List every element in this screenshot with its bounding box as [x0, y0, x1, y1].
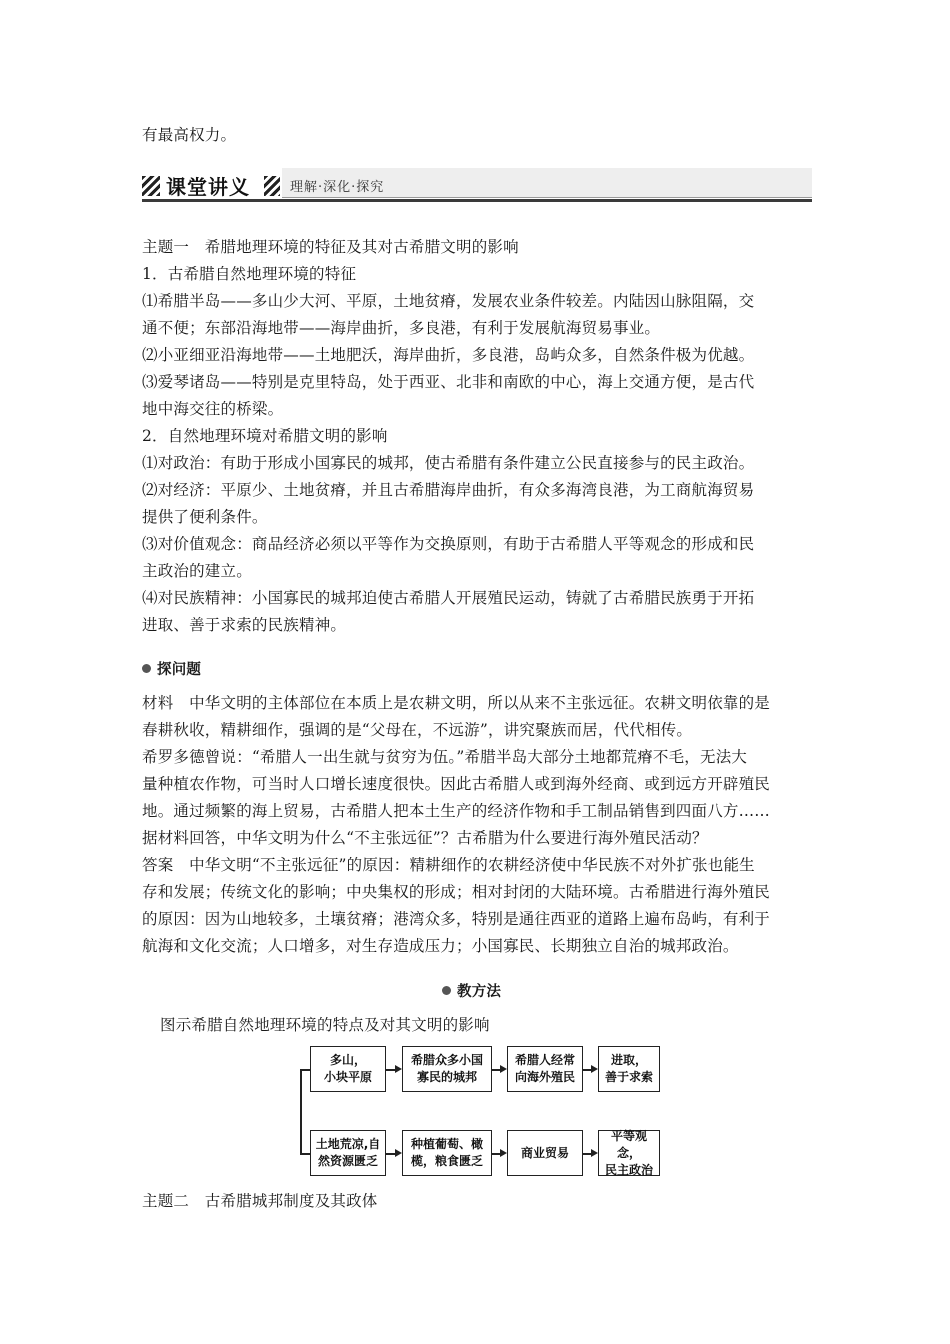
paragraph-line: 材料 中华文明的主体部位在本质上是农耕文明，所以从来不主张远征。农耕文明依靠的是 — [142, 694, 771, 712]
diagram-box: 种植葡萄、橄 榄，粮食匮乏 — [402, 1130, 492, 1176]
paragraph-line: 航海和文化交流；人口增多，对生存造成压力；小国寡民、长期独立自治的城邦政治。 — [142, 937, 739, 955]
paragraph-line: 地中海交往的桥梁。 — [142, 400, 284, 418]
explore-label-text: 探问题 — [157, 662, 202, 678]
section-banner — [142, 168, 812, 204]
paragraph-line: 希罗多德曾说：“希腊人一出生就与贫穷为伍。”希腊半岛大部分土地都荒瘠不毛，无法大 — [142, 748, 748, 766]
paragraph-line: 通不便；东部沿海地带——海岸曲折，多良港，有利于发展航海贸易事业。 — [142, 319, 661, 337]
section1-title: 1．古希腊自然地理环境的特征 — [142, 265, 357, 283]
diagram-box: 多山， 小块平原 — [310, 1046, 386, 1092]
banner-stripes-icon — [264, 176, 280, 196]
method-label — [442, 982, 642, 1002]
paragraph-line: 春耕秋收，精耕细作，强调的是“父母在，不远游”，讲究聚族而居，代代相传。 — [142, 721, 693, 739]
diagram-box: 平等观念， 民主政治 — [598, 1130, 660, 1176]
arrow-head-icon — [591, 1065, 598, 1073]
paragraph-line: 存和发展；传统文化的影响；中央集权的形成；相对封闭的大陆环境。古希腊进行海外殖民 — [142, 883, 771, 901]
diagram-caption: 图示希腊自然地理环境的特点及对其文明的影响 — [160, 1016, 490, 1034]
section2-title: 2．自然地理环境对希腊文明的影响 — [142, 427, 388, 445]
connector-line — [300, 1069, 310, 1071]
paragraph-line: 主政治的建立。 — [142, 562, 252, 580]
diagram-box: 商业贸易 — [507, 1130, 583, 1176]
paragraph-line: ⑴对政治：有助于形成小国寡民的城邦，使古希腊有条件建立公民直接参与的民主政治。 — [142, 454, 755, 472]
bullet-icon — [142, 664, 151, 673]
topic1-heading: 主题一 希腊地理环境的特征及其对古希腊文明的影响 — [142, 238, 519, 256]
diagram-box: 土地荒凉,自 然资源匮乏 — [310, 1130, 386, 1176]
banner-subtitle: 理解·深化·探究 — [290, 180, 385, 195]
paragraph-line: 地。通过频繁的海上贸易，古希腊人把本土生产的经济作物和手工制品销售到四面八方…… — [142, 802, 771, 820]
bullet-icon — [442, 986, 451, 995]
paragraph-line: 进取、善于求索的民族精神。 — [142, 616, 347, 634]
carryover-text: 有最高权力。 — [142, 126, 237, 144]
paragraph-line: 答案 中华文明“不主张远征”的原因：精耕细作的农耕经济使中华民族不对外扩张也能生 — [142, 856, 755, 874]
paragraph-line: ⑶对价值观念：商品经济必须以平等作为交换原则，有助于古希腊人平等观念的形成和民 — [142, 535, 755, 553]
paragraph-line: ⑵对经济：平原少、土地贫瘠，并且古希腊海岸曲折，有众多海湾良港，为工商航海贸易 — [142, 481, 755, 499]
paragraph-line: ⑴希腊半岛——多山少大河、平原，土地贫瘠，发展农业条件较差。内陆因山脉阻隔，交 — [142, 292, 755, 310]
connector-line — [300, 1069, 302, 1153]
banner-rule — [282, 197, 812, 198]
arrow-head-icon — [395, 1065, 402, 1073]
paragraph-line: 提供了便利条件。 — [142, 508, 268, 526]
banner-stripes-icon — [142, 176, 160, 196]
arrow-head-icon — [500, 1149, 507, 1157]
explore-label — [142, 660, 812, 680]
method-label-text: 教方法 — [457, 984, 502, 1000]
paragraph-line: 量种植农作物，可当时人口增长速度很快。因此古希腊人或到海外经商、或到远方开辟殖民 — [142, 775, 771, 793]
paragraph-line: ⑶爱琴诸岛——特别是克里特岛，处于西亚、北非和南欧的中心，海上交通方便，是古代 — [142, 373, 755, 391]
diagram-box: 进取， 善于求索 — [598, 1046, 660, 1092]
paragraph-line: ⑷对民族精神：小国寡民的城邦迫使古希腊人开展殖民运动，铸就了古希腊民族勇于开拓 — [142, 589, 755, 607]
topic2-heading: 主题二 古希腊城邦制度及其政体 — [142, 1192, 378, 1210]
arrow-head-icon — [395, 1149, 402, 1157]
banner-title: 课堂讲义 — [166, 175, 250, 199]
paragraph-line: 的原因：因为山地较多，土壤贫瘠；港湾众多，特别是通往西亚的道路上遍布岛屿，有利于 — [142, 910, 771, 928]
arrow-head-icon — [500, 1065, 507, 1073]
arrow-head-icon — [591, 1149, 598, 1157]
paragraph-line: ⑵小亚细亚沿海地带——土地肥沃，海岸曲折，多良港，岛屿众多，自然条件极为优越。 — [142, 346, 755, 364]
connector-line — [300, 1153, 310, 1155]
banner-underline — [142, 199, 812, 202]
paragraph-line: 据材料回答，中华文明为什么“不主张远征”？古希腊为什么要进行海外殖民活动？ — [142, 829, 708, 847]
diagram-box: 希腊人经常 向海外殖民 — [507, 1046, 583, 1092]
diagram-box: 希腊众多小国 寡民的城邦 — [402, 1046, 492, 1092]
flow-diagram — [296, 1043, 666, 1183]
